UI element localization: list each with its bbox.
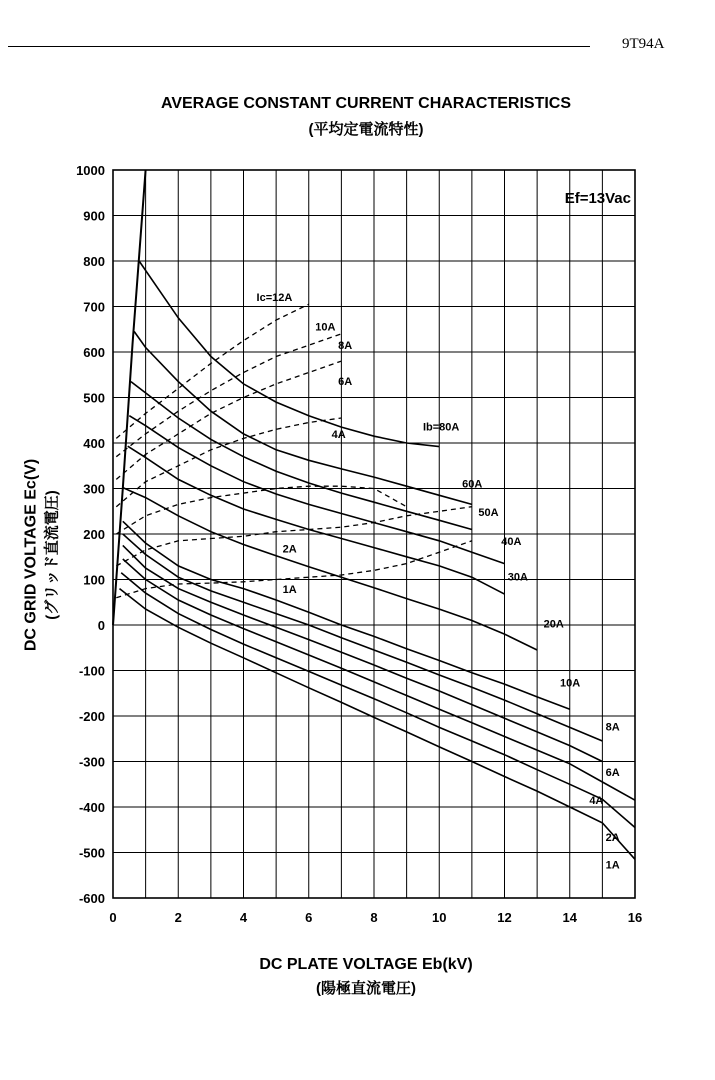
y-tick-label: 0 (97, 618, 105, 633)
y-tick-label: 100 (83, 572, 105, 588)
x-tick-label: 12 (497, 910, 512, 925)
curve-label: 2A (282, 543, 297, 556)
y-tick-label: 700 (83, 299, 105, 315)
x-tick-label: 4 (239, 910, 248, 925)
plate-current-curve (123, 521, 570, 709)
curve-label: 50A (478, 506, 499, 519)
y-tick-label: 500 (83, 390, 105, 406)
y-tick-label: 300 (83, 481, 105, 497)
curve-label: Ib=80A (422, 421, 460, 434)
y-axis-label-sub: (グリッド直流電圧) (43, 490, 61, 620)
y-tick-label: -400 (78, 800, 105, 815)
x-tick-label: 2 (174, 910, 182, 925)
curve-label: 10A (559, 677, 581, 690)
y-tick-label: 400 (83, 436, 105, 451)
plate-current-curve (139, 261, 439, 447)
y-tick-label: -600 (78, 891, 105, 906)
x-axis-label-main: DC PLATE VOLTAGE Eb(kV) (259, 956, 473, 973)
x-tick-label: 16 (627, 910, 643, 925)
curve-label: 20A (543, 618, 564, 631)
y-tick-label: -500 (78, 845, 105, 861)
plate-current-curve (121, 573, 635, 828)
y-tick-label: 200 (83, 527, 105, 542)
grid-current-curve (116, 361, 341, 479)
curve-label: 1A (282, 584, 297, 597)
curve-label: 60A (462, 478, 483, 491)
y-tick-label: -100 (78, 663, 105, 679)
grid-current-curve (116, 486, 406, 534)
x-tick-label: 6 (305, 910, 313, 925)
plate-current-curve (123, 534, 603, 741)
curve-label: 1A (605, 859, 620, 872)
curve-label: 6A (338, 376, 353, 389)
y-tick-label: -200 (78, 709, 105, 724)
chart-title: AVERAGE CONSTANT CURRENT CHARACTERISTICS (160, 95, 572, 112)
y-tick-label: 600 (83, 345, 105, 360)
y-tick-label: 1000 (76, 163, 105, 178)
plate-current-curve (131, 382, 472, 530)
plate-current-curve (123, 559, 635, 800)
curve-label: 40A (501, 535, 522, 548)
plate-current-curve (123, 545, 603, 761)
plate-current-curve (129, 416, 504, 564)
curve-label: Ic=12A (256, 292, 293, 305)
grid-current-curve (116, 418, 341, 507)
y-axis-label-main: DC GRID VOLTAGE Ec(V) (22, 458, 40, 652)
curve-label: 8A (605, 721, 620, 734)
curve-label: 4A (589, 794, 604, 807)
x-axis-label-sub: (陽極直流電圧) (316, 980, 416, 997)
x-tick-label: 14 (562, 910, 577, 925)
filament-voltage-annotation: Ef=13Vac (564, 190, 631, 207)
plate-current-curve (128, 446, 505, 597)
curve-label: 30A (507, 571, 528, 584)
plate-current-curve (134, 332, 472, 505)
y-tick-label: 900 (83, 208, 105, 224)
y-tick-label: 800 (83, 254, 105, 269)
document-id: 9T94A (622, 36, 665, 52)
chart-subtitle: (平均定電流特性) (308, 121, 424, 138)
x-tick-label: 10 (432, 910, 447, 925)
curve-label: 4A (331, 428, 346, 441)
x-tick-label: 0 (109, 910, 117, 925)
x-tick-label: 8 (370, 910, 378, 925)
grid-current-curve (116, 507, 472, 566)
y-tick-label: -300 (78, 754, 105, 770)
curve-label: 8A (338, 339, 353, 352)
curve-label: 10A (315, 321, 336, 334)
curve-label: 6A (605, 767, 620, 780)
curve-label: 2A (605, 832, 620, 845)
